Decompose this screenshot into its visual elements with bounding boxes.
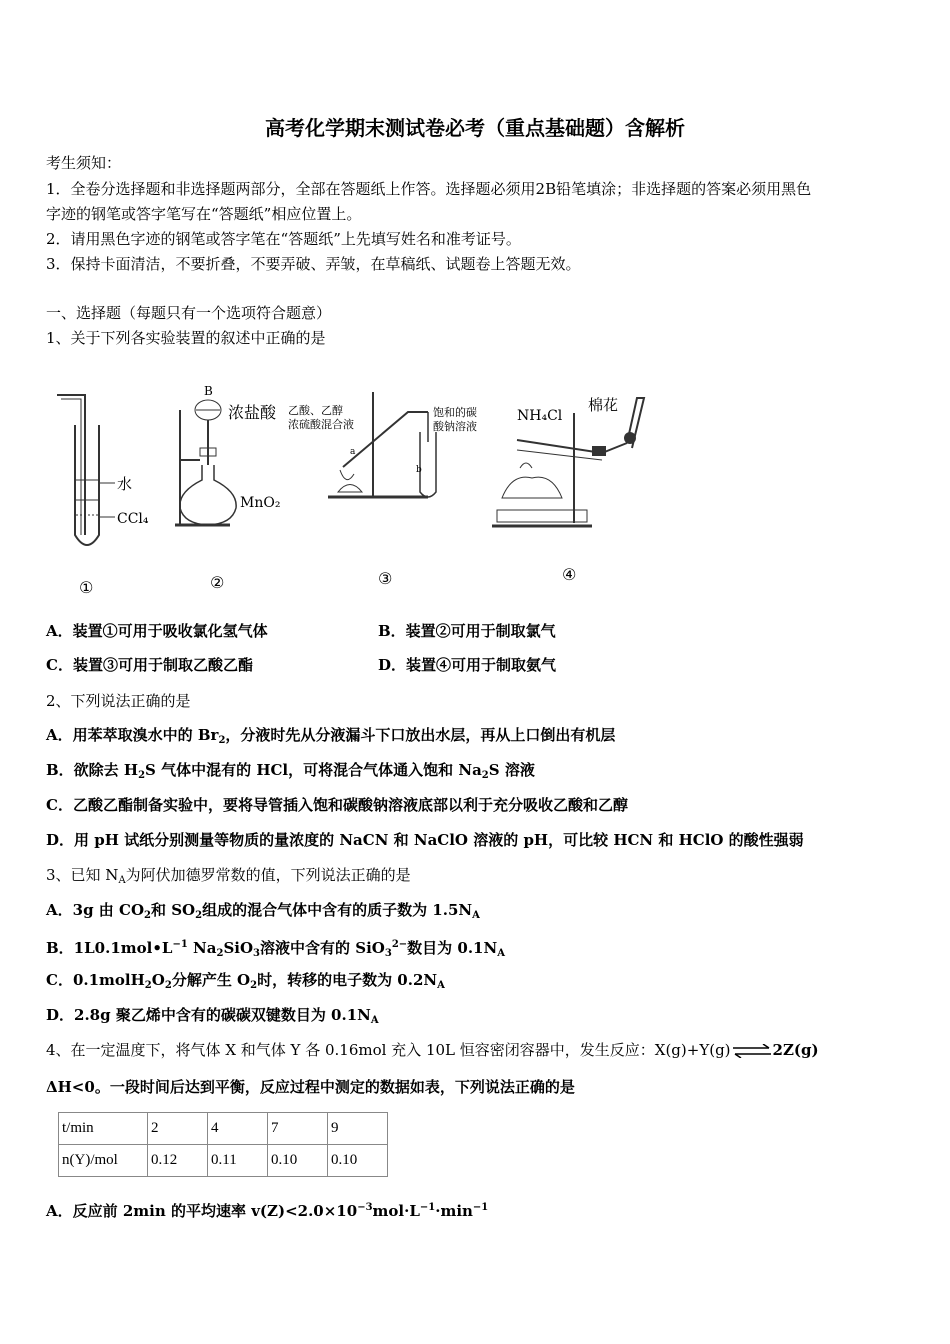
apparatus-2-figure: [170, 380, 290, 595]
svg-text:B: B: [204, 384, 213, 398]
notice-item-2: 2．请用黑色字迹的钢笔或答字笔在“答题纸”上先填写姓名和准考证号。: [46, 230, 521, 248]
table-cell: 0.11: [208, 1145, 268, 1177]
label-mno2: MnO₂: [240, 495, 281, 511]
q1-option-c[interactable]: C．装置③可用于制取乙酸乙酯: [46, 656, 253, 674]
q2-option-b[interactable]: B．欲除去 $H_2S$ 气体中混有的 HCl，可将混合气体通入饱和 $Na_2S$ 溶液: [46, 761, 535, 781]
table-cell: 9: [328, 1113, 388, 1145]
table-cell: 0.12: [148, 1145, 208, 1177]
table-row: [59, 1113, 388, 1145]
table-cell: 4: [208, 1113, 268, 1145]
q4-stem-line2: ΔH<0。一段时间后达到平衡，反应过程中测定的数据如表，下列说法正确的是: [46, 1078, 575, 1096]
table-cell: 7: [268, 1113, 328, 1145]
apparatus-4-figure: [492, 388, 672, 588]
q2-stem: 2、下列说法正确的是: [46, 692, 191, 710]
label-reagent-b2: 酸钠溶液: [433, 420, 477, 433]
label-apparatus-1: ①: [79, 578, 94, 597]
label-reagent-a2: 浓硫酸混合液: [288, 418, 354, 431]
notice-heading: 考生须知：: [46, 154, 122, 172]
q4-stem-line1: 4、在一定温度下，将气体 X 和气体 Y 各 0.16mol 充入 10L 恒容密闭容器中，发生反应：X(g)+Y(g) 2Z(g): [46, 1041, 819, 1059]
table-cell: 0.10: [268, 1145, 328, 1177]
table-cell: 2: [148, 1113, 208, 1145]
q3-stem: 3、已知 $N_A$为阿伏加德罗常数的值，下列说法正确的是: [46, 866, 411, 886]
label-nh4cl: NH₄Cl: [517, 408, 563, 424]
label-apparatus-2: ②: [210, 573, 225, 592]
label-mark-a: a: [350, 447, 356, 457]
q3-option-b[interactable]: B．$1L0.1mol•L^{-1}$ $Na_2SiO_3$溶液中含有的 SiO$_3^{2-}$数目为 $0.1N_A$: [46, 939, 505, 959]
label-reagent-a1: 乙酸、乙醇: [288, 404, 343, 417]
page-title: 高考化学期末测试卷必考（重点基础题）含解析: [265, 116, 685, 140]
table-cell: t/min: [59, 1113, 148, 1145]
q4-option-a[interactable]: A．反应前 2min 的平均速率 $v(Z)<2.0\times 10^{-3}mol\cdot L^{-1}\cdot\min^{-1}$: [46, 1202, 489, 1220]
q3-option-d[interactable]: D．2.8g 聚乙烯中含有的碳碳双键数目为 $0.1N_A$: [46, 1006, 379, 1026]
q3-option-c[interactable]: C．$0.1molH_2O_2$分解产生 $O_2$时，转移的电子数为 $0.2N_A$: [46, 971, 445, 991]
q1-option-b[interactable]: B．装置②可用于制取氯气: [378, 622, 556, 640]
table-row: [59, 1145, 388, 1177]
label-conc-hcl: 浓盐酸: [228, 403, 277, 422]
table-cell: 0.10: [328, 1145, 388, 1177]
notice-item-3: 3．保持卡面清洁，不要折叠，不要弄破、弄皱，在草稿纸、试题卷上答题无效。: [46, 255, 581, 273]
notice-item-1-cont: 字迹的钢笔或答字笔写在“答题纸”相应位置上。: [46, 205, 362, 223]
label-reagent-b1: 饱和的碳: [433, 406, 477, 419]
apparatus-3-figure: [288, 392, 478, 597]
label-ccl4: CCl₄: [117, 511, 149, 527]
q2-option-d[interactable]: D．用 pH 试纸分别测量等物质的量浓度的 NaCN 和 NaClO 溶液的 pH，可比较 HCN 和 HClO 的酸性强弱: [46, 831, 804, 849]
equilibrium-arrow-icon: [731, 1044, 773, 1058]
q2-option-c[interactable]: C．乙酸乙酯制备实验中，要将导管插入饱和碳酸钠溶液底部以利于充分吸收乙酸和乙醇: [46, 796, 628, 814]
notice-item-1: 1．全卷分选择题和非选择题两部分，全部在答题纸上作答。选择题必须用2B铅笔填涂；非选择题的答案必须用黑色: [46, 180, 812, 198]
label-apparatus-3: ③: [378, 569, 393, 588]
label-mark-b: b: [416, 465, 422, 475]
q1-stem: 1、关于下列各实验装置的叙述中正确的是: [46, 329, 326, 347]
section-heading: 一、选择题（每题只有一个选项符合题意）: [46, 304, 332, 322]
label-cotton: 棉花: [588, 396, 619, 414]
label-apparatus-4: ④: [562, 565, 577, 584]
q3-option-a[interactable]: A．3g 由 $CO_2$和 $SO_2$组成的混合气体中含有的质子数为 $1.5N_A$: [46, 901, 480, 921]
q1-option-a[interactable]: A．装置①可用于吸收氯化氢气体: [46, 622, 268, 640]
label-water: 水: [117, 475, 133, 493]
apparatus-1-figure: [45, 385, 165, 615]
table-cell: n(Y)/mol: [59, 1145, 148, 1177]
q1-option-d[interactable]: D．装置④可用于制取氨气: [378, 656, 557, 674]
data-table: [58, 1112, 388, 1177]
q2-option-a[interactable]: A．用苯萃取溴水中的 $Br_2$，分液时先从分液漏斗下口放出水层，再从上口倒出有机层: [46, 726, 616, 746]
